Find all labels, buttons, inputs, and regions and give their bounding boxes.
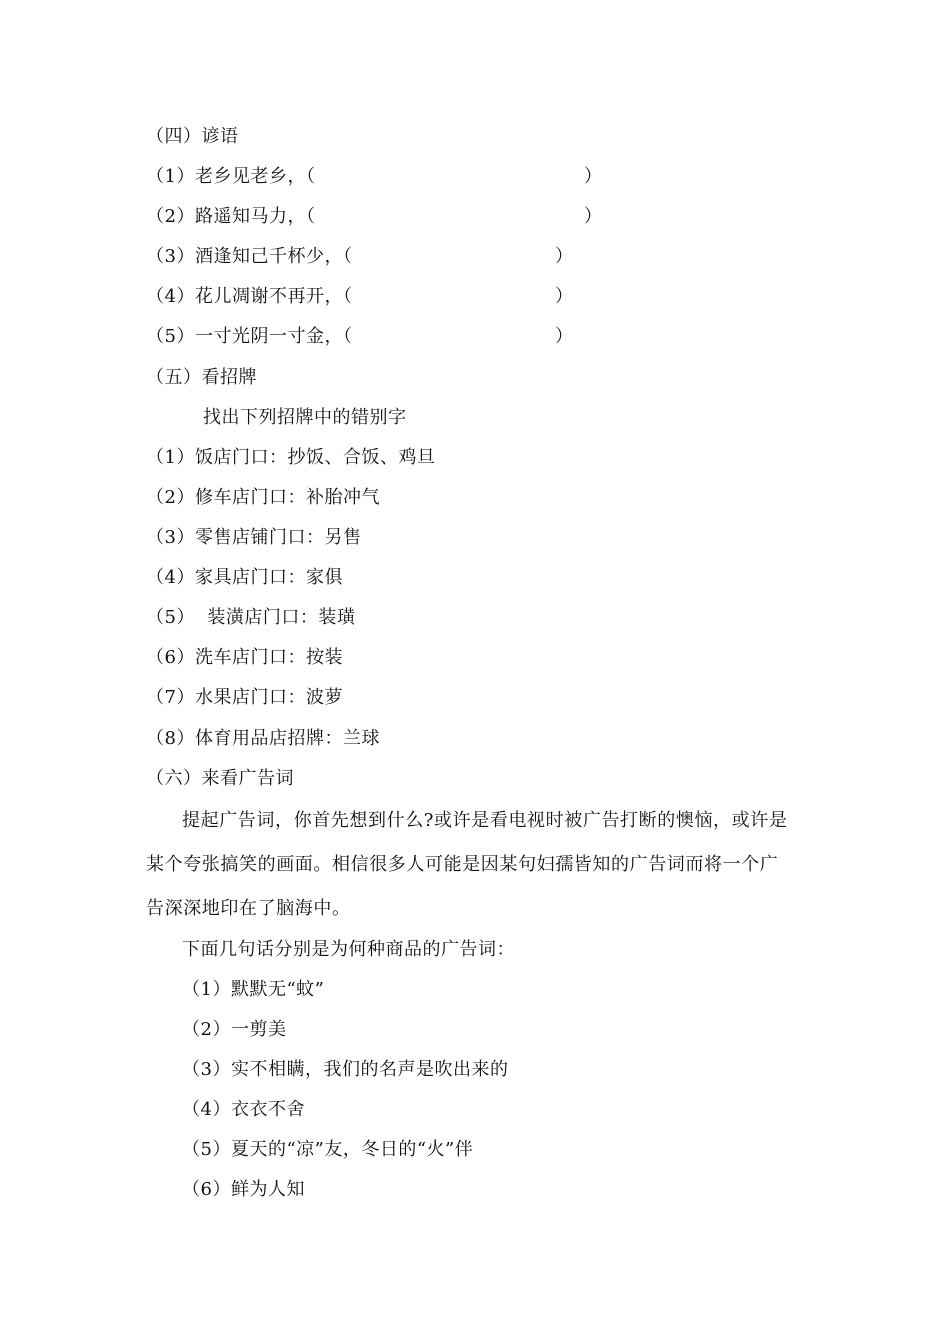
section5-heading: （五）看招牌 <box>146 367 257 388</box>
sign-item-4: （4）家具店门口：家俱 <box>146 567 343 588</box>
ad-item-4: （4）衣衣不舍 <box>182 1099 305 1120</box>
paragraph-line-1: 提起广告词，你首先想到什么?或许是看电视时被广告打断的懊恼，或许是 <box>182 810 788 831</box>
ad-item-6: （6）鲜为人知 <box>182 1179 305 1200</box>
proverb-1-prefix: （1）老乡见老乡，（ <box>146 166 316 187</box>
ad-item-1: （1）默默无“蚊” <box>182 979 325 1000</box>
sign-item-3: （3）零售店铺门口：另售 <box>146 527 362 548</box>
sign-item-8: （8）体育用品店招牌：兰球 <box>146 728 380 749</box>
proverb-5-suffix: ） <box>555 326 574 347</box>
proverb-3-suffix: ） <box>555 246 574 267</box>
proverb-4-prefix: （4）花儿凋谢不再开，（ <box>146 286 353 307</box>
sign-item-6: （6）洗车店门口：按装 <box>146 647 343 668</box>
paragraph-line-2: 某个夸张搞笑的画面。相信很多人可能是因某句妇孺皆知的广告词而将一个广 <box>146 854 779 875</box>
ad-item-3: （3）实不相瞒，我们的名声是吹出来的 <box>182 1059 509 1080</box>
proverb-1-suffix: ） <box>584 166 603 187</box>
ad-item-2: （2）一剪美 <box>182 1019 287 1040</box>
ad-item-5: （5）夏天的“凉”友，冬日的“火”伴 <box>182 1139 474 1160</box>
sign-item-7: （7）水果店门口：波萝 <box>146 687 343 708</box>
paragraph-line-3: 告深深地印在了脑海中。 <box>146 898 351 919</box>
section6-heading: （六）来看广告词 <box>146 768 294 789</box>
section5-instruction: 找出下列招牌中的错别字 <box>203 407 407 428</box>
sign-item-1: （1）饭店门口：抄饭、合饭、鸡旦 <box>146 447 436 468</box>
proverb-4-suffix: ） <box>555 286 574 307</box>
proverb-3-prefix: （3）酒逢知己千杯少，（ <box>146 246 353 267</box>
section4-heading: （四）谚语 <box>146 126 239 147</box>
sign-item-2: （2）修车店门口：补胎冲气 <box>146 487 380 508</box>
ad-question: 下面几句话分别是为何种商品的广告词： <box>182 939 515 960</box>
proverb-2-prefix: （2）路遥知马力，（ <box>146 206 316 227</box>
proverb-2-suffix: ） <box>584 206 603 227</box>
sign-item-5: （5） 装潢店门口：装璜 <box>146 607 356 628</box>
proverb-5-prefix: （5）一寸光阴一寸金，（ <box>146 326 353 347</box>
